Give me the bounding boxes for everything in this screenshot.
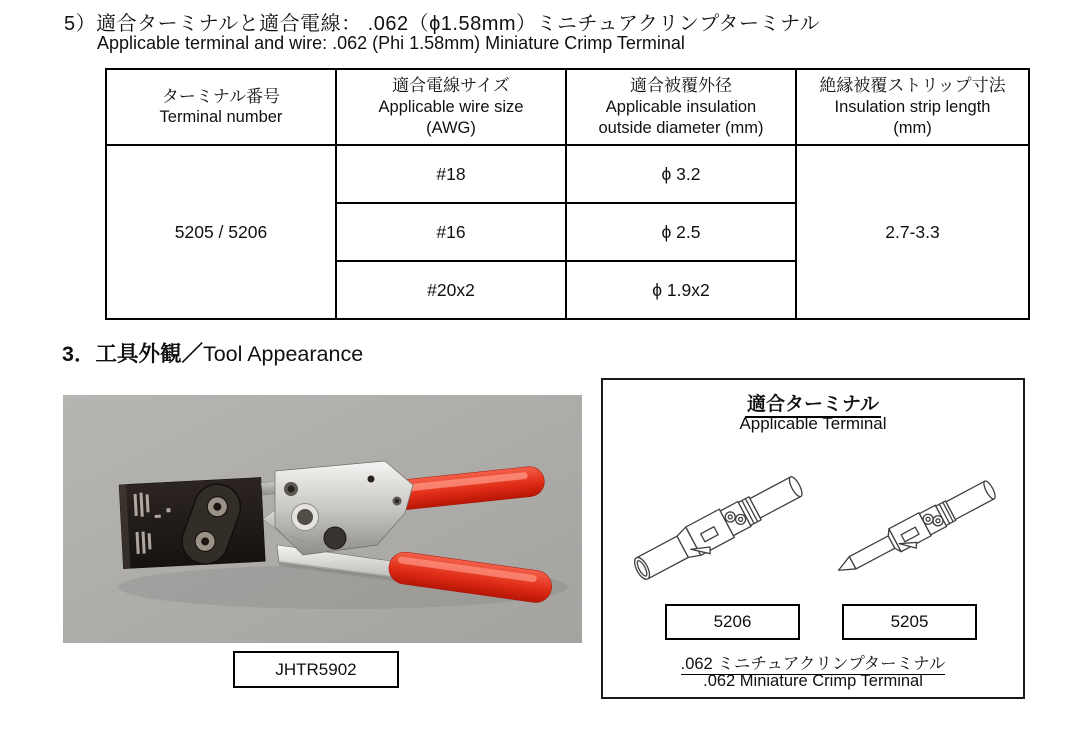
panel-caption-jp: .062 ミニチュアクリンプターミナル xyxy=(680,655,946,673)
header-terminal-number-jp: ターミナル番号 xyxy=(161,86,281,106)
header-strip-length-en: Insulation strip length xyxy=(834,97,991,116)
tool-label: JHTR5902 xyxy=(275,660,357,679)
panel-caption-en: .062 Miniature Crimp Terminal xyxy=(703,672,923,690)
header-insulation-od-unit: outside diameter (mm) xyxy=(598,118,764,137)
tool-photo xyxy=(63,395,582,643)
pin-label: 5205 xyxy=(890,612,929,631)
header-strip-length-jp: 絶縁被覆ストリップ寸法 xyxy=(819,76,1006,96)
terminal-5206-drawing xyxy=(625,450,811,600)
terminal-number-cell: 5205 / 5206 xyxy=(106,145,336,319)
header-terminal-number xyxy=(106,69,336,145)
table-row xyxy=(106,145,1029,203)
header-strip-length xyxy=(796,69,1029,145)
strip-length-cell: 2.7-3.3 xyxy=(796,145,1029,319)
spec-table xyxy=(105,68,1030,320)
doc-heading-english: Applicable terminal and wire: .062 (Phi 1.58mm) Miniature Crimp Terminal xyxy=(97,33,685,53)
terminal-5205-drawing xyxy=(825,450,1011,600)
terminal-panel xyxy=(601,378,1025,699)
section-heading xyxy=(62,337,363,368)
panel-title-en: Applicable Terminal xyxy=(739,414,887,433)
header-insulation-od-jp: 適合被覆外径 xyxy=(630,76,732,96)
header-wire-size xyxy=(336,69,566,145)
header-wire-size-en: Applicable wire size xyxy=(378,97,524,116)
header-wire-size-unit: (AWG) xyxy=(426,118,476,137)
insulation-od-cell-3: ϕ 1.9x2 xyxy=(566,261,796,319)
insulation-od-cell-2: ϕ 2.5 xyxy=(566,203,796,261)
doc-heading-japanese: 5）適合ターミナルと適合電線： .062（ϕ1.58mm）ミニチュアクリンプターミナル xyxy=(64,13,820,35)
socket-label-box xyxy=(665,604,800,640)
pin-label-box xyxy=(842,604,977,640)
wire-size-cell-3: #20x2 xyxy=(336,261,566,319)
header-strip-length-unit: (mm) xyxy=(893,118,932,137)
wire-size-cell-2: #16 xyxy=(336,203,566,261)
section-heading-en: Tool Appearance xyxy=(202,342,364,366)
spec-table-container xyxy=(105,68,1030,320)
header-wire-size-jp: 適合電線サイズ xyxy=(392,76,510,96)
insulation-od-cell-1: ϕ 3.2 xyxy=(566,145,796,203)
tool-photo-image xyxy=(63,395,582,643)
wire-size-cell-1: #18 xyxy=(336,145,566,203)
tool-label-box xyxy=(233,651,399,688)
section-heading-jp: 3．工具外観／ xyxy=(62,342,203,366)
panel-title-jp: 適合ターミナル xyxy=(603,389,1023,416)
header-terminal-number-en: Terminal number xyxy=(159,108,283,127)
header-insulation-od xyxy=(566,69,796,145)
socket-label: 5206 xyxy=(713,612,752,631)
header-insulation-od-en: Applicable insulation xyxy=(605,97,757,116)
